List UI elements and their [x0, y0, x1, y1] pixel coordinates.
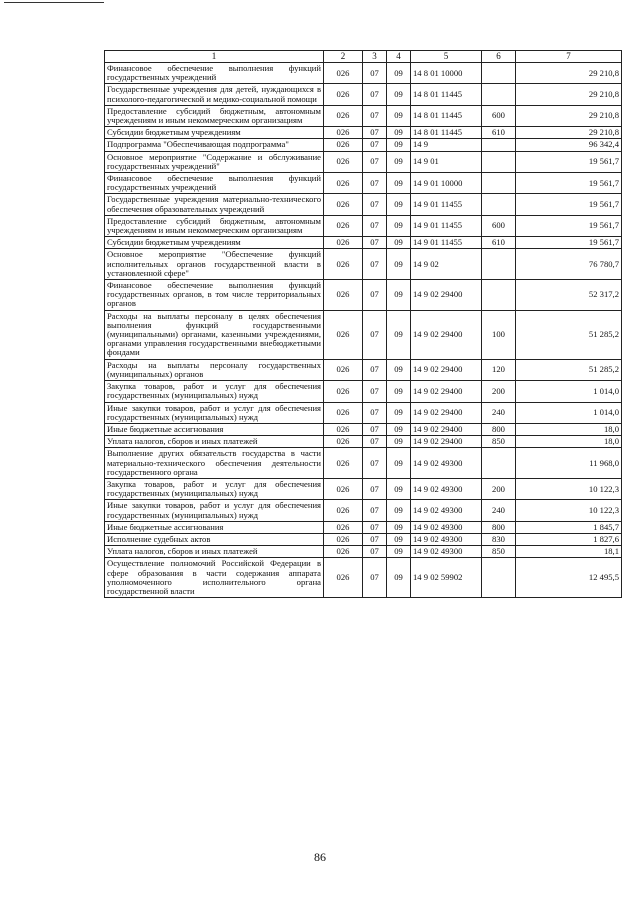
- row-ved-code: 026: [324, 63, 363, 84]
- row-expense-type: 600: [482, 215, 516, 236]
- row-ved-code: 026: [324, 249, 363, 280]
- row-section-code: 07: [363, 280, 387, 311]
- row-name: Подпрограмма "Обеспечивающая подпрограмма": [105, 139, 324, 151]
- row-ved-code: 026: [324, 237, 363, 249]
- table-row: [105, 194, 622, 215]
- row-subsection-code: 09: [387, 436, 411, 448]
- row-section-code: 07: [363, 139, 387, 151]
- row-ved-code: 026: [324, 381, 363, 402]
- row-target-article: 14 9 01 11455: [411, 215, 482, 236]
- row-ved-code: 026: [324, 533, 363, 545]
- row-subsection-code: 09: [387, 546, 411, 558]
- row-expense-type: 830: [482, 533, 516, 545]
- table-row: [105, 105, 622, 126]
- row-amount: 19 561,7: [516, 173, 622, 194]
- header-col-4: 4: [387, 51, 411, 63]
- row-section-code: 07: [363, 500, 387, 521]
- row-amount: 51 285,2: [516, 310, 622, 359]
- row-name: Закупка товаров, работ и услуг для обеспечения государственных (муниципальных) нужд: [105, 381, 324, 402]
- row-ved-code: 026: [324, 423, 363, 435]
- row-subsection-code: 09: [387, 84, 411, 105]
- row-name: Расходы на выплаты персоналу государственных (муниципальных) органов: [105, 359, 324, 380]
- row-expense-type: [482, 151, 516, 172]
- row-amount: 10 122,3: [516, 500, 622, 521]
- row-expense-type: [482, 249, 516, 280]
- table-row: [105, 546, 622, 558]
- row-expense-type: 100: [482, 310, 516, 359]
- row-ved-code: 026: [324, 402, 363, 423]
- row-target-article: 14 9 01: [411, 151, 482, 172]
- row-target-article: 14 9 02 29400: [411, 436, 482, 448]
- row-target-article: 14 9 01 10000: [411, 173, 482, 194]
- row-section-code: 07: [363, 173, 387, 194]
- table-row: [105, 448, 622, 479]
- row-expense-type: 800: [482, 521, 516, 533]
- row-name: Исполнение судебных актов: [105, 533, 324, 545]
- row-amount: 29 210,8: [516, 127, 622, 139]
- row-expense-type: 120: [482, 359, 516, 380]
- row-name: Осуществление полномочий Российской Федерации в сфере образования в части содержания аппарата уполномоченного исполнительного органа государственной власти: [105, 558, 324, 598]
- table-row: [105, 500, 622, 521]
- row-subsection-code: 09: [387, 359, 411, 380]
- row-subsection-code: 09: [387, 448, 411, 479]
- top-rule: [4, 2, 104, 3]
- header-col-7: 7: [516, 51, 622, 63]
- row-amount: 1 827,6: [516, 533, 622, 545]
- table-row: [105, 249, 622, 280]
- row-amount: 76 780,7: [516, 249, 622, 280]
- row-section-code: 07: [363, 359, 387, 380]
- row-subsection-code: 09: [387, 151, 411, 172]
- row-ved-code: 026: [324, 359, 363, 380]
- row-expense-type: 800: [482, 423, 516, 435]
- row-expense-type: [482, 63, 516, 84]
- row-name: Финансовое обеспечение выполнения функций государственных органов, в том числе территориальных органов: [105, 280, 324, 311]
- row-target-article: 14 8 01 11445: [411, 84, 482, 105]
- row-section-code: 07: [363, 558, 387, 598]
- table-row: [105, 310, 622, 359]
- row-subsection-code: 09: [387, 402, 411, 423]
- row-section-code: 07: [363, 546, 387, 558]
- row-name: Субсидии бюджетным учреждениям: [105, 237, 324, 249]
- table-row: [105, 558, 622, 598]
- row-amount: 18,1: [516, 546, 622, 558]
- row-section-code: 07: [363, 151, 387, 172]
- row-name: Закупка товаров, работ и услуг для обеспечения государственных (муниципальных) нужд: [105, 478, 324, 499]
- row-target-article: 14 9 02 29400: [411, 359, 482, 380]
- row-ved-code: 026: [324, 280, 363, 311]
- row-ved-code: 026: [324, 151, 363, 172]
- table-row: [105, 237, 622, 249]
- row-expense-type: 200: [482, 381, 516, 402]
- header-col-3: 3: [363, 51, 387, 63]
- row-expense-type: [482, 280, 516, 311]
- row-section-code: 07: [363, 533, 387, 545]
- row-name: Расходы на выплаты персоналу в целях обеспечения выполнения функций государственными (муниципальными) органами, казенными учреждениями, органами управления государственными внебюджетными фондами: [105, 310, 324, 359]
- page-number: 86: [314, 850, 326, 864]
- row-subsection-code: 09: [387, 381, 411, 402]
- row-amount: 12 495,5: [516, 558, 622, 598]
- table-row: [105, 127, 622, 139]
- row-expense-type: [482, 139, 516, 151]
- row-name: Иные закупки товаров, работ и услуг для обеспечения государственных (муниципальных) нужд: [105, 402, 324, 423]
- row-target-article: 14 8 01 11445: [411, 105, 482, 126]
- row-expense-type: 610: [482, 127, 516, 139]
- row-subsection-code: 09: [387, 194, 411, 215]
- row-section-code: 07: [363, 448, 387, 479]
- row-amount: 29 210,8: [516, 105, 622, 126]
- row-section-code: 07: [363, 194, 387, 215]
- row-expense-type: [482, 84, 516, 105]
- budget-table: [104, 50, 622, 598]
- row-target-article: 14 9 02 49300: [411, 533, 482, 545]
- row-amount: 52 317,2: [516, 280, 622, 311]
- row-amount: 19 561,7: [516, 215, 622, 236]
- row-subsection-code: 09: [387, 139, 411, 151]
- row-amount: 1 014,0: [516, 402, 622, 423]
- row-amount: 18,0: [516, 436, 622, 448]
- row-name: Иные бюджетные ассигнования: [105, 423, 324, 435]
- row-expense-type: [482, 448, 516, 479]
- header-col-5: 5: [411, 51, 482, 63]
- row-expense-type: 850: [482, 546, 516, 558]
- row-amount: 11 968,0: [516, 448, 622, 479]
- row-expense-type: 240: [482, 500, 516, 521]
- row-subsection-code: 09: [387, 63, 411, 84]
- row-ved-code: 026: [324, 84, 363, 105]
- row-ved-code: 026: [324, 310, 363, 359]
- table-row: [105, 533, 622, 545]
- row-name: Финансовое обеспечение выполнения функций государственных учреждений: [105, 173, 324, 194]
- row-section-code: 07: [363, 381, 387, 402]
- row-subsection-code: 09: [387, 478, 411, 499]
- row-section-code: 07: [363, 310, 387, 359]
- row-target-article: 14 9 02 49300: [411, 448, 482, 479]
- row-subsection-code: 09: [387, 249, 411, 280]
- table-header-row: [105, 51, 622, 63]
- row-name: Уплата налогов, сборов и иных платежей: [105, 436, 324, 448]
- row-target-article: 14 9 02 29400: [411, 402, 482, 423]
- row-target-article: 14 9 02 59902: [411, 558, 482, 598]
- row-target-article: 14 8 01 10000: [411, 63, 482, 84]
- row-expense-type: [482, 558, 516, 598]
- table-row: [105, 478, 622, 499]
- row-amount: 29 210,8: [516, 63, 622, 84]
- row-target-article: 14 9 02 49300: [411, 546, 482, 558]
- row-name: Иные бюджетные ассигнования: [105, 521, 324, 533]
- row-amount: 51 285,2: [516, 359, 622, 380]
- row-expense-type: 850: [482, 436, 516, 448]
- row-section-code: 07: [363, 521, 387, 533]
- row-subsection-code: 09: [387, 237, 411, 249]
- row-amount: 19 561,7: [516, 151, 622, 172]
- row-amount: 96 342,4: [516, 139, 622, 151]
- row-ved-code: 026: [324, 478, 363, 499]
- row-section-code: 07: [363, 478, 387, 499]
- row-name: Государственные учреждения для детей, нуждающихся в психолого-педагогической и медико-социальной помощи: [105, 84, 324, 105]
- row-ved-code: 026: [324, 127, 363, 139]
- row-subsection-code: 09: [387, 173, 411, 194]
- row-target-article: 14 9 02 49300: [411, 500, 482, 521]
- row-expense-type: 200: [482, 478, 516, 499]
- row-target-article: 14 9 02 49300: [411, 478, 482, 499]
- row-subsection-code: 09: [387, 105, 411, 126]
- row-expense-type: [482, 173, 516, 194]
- row-ved-code: 026: [324, 436, 363, 448]
- row-ved-code: 026: [324, 139, 363, 151]
- row-section-code: 07: [363, 63, 387, 84]
- row-target-article: 14 9 01 11455: [411, 237, 482, 249]
- row-section-code: 07: [363, 249, 387, 280]
- row-subsection-code: 09: [387, 215, 411, 236]
- row-expense-type: 610: [482, 237, 516, 249]
- row-amount: 1 845,7: [516, 521, 622, 533]
- header-col-2: 2: [324, 51, 363, 63]
- table-row: [105, 381, 622, 402]
- header-col-6: 6: [482, 51, 516, 63]
- row-subsection-code: 09: [387, 521, 411, 533]
- table-row: [105, 173, 622, 194]
- row-subsection-code: 09: [387, 500, 411, 521]
- row-amount: 29 210,8: [516, 84, 622, 105]
- row-amount: 1 014,0: [516, 381, 622, 402]
- row-target-article: 14 9 02: [411, 249, 482, 280]
- row-section-code: 07: [363, 127, 387, 139]
- row-name: Государственные учреждения материально-технического обеспечения образовательных учреждений: [105, 194, 324, 215]
- row-ved-code: 026: [324, 215, 363, 236]
- row-amount: 10 122,3: [516, 478, 622, 499]
- row-target-article: 14 9 02 29400: [411, 310, 482, 359]
- row-target-article: 14 9 02 29400: [411, 423, 482, 435]
- row-ved-code: 026: [324, 448, 363, 479]
- table-row: [105, 436, 622, 448]
- row-name: Уплата налогов, сборов и иных платежей: [105, 546, 324, 558]
- row-section-code: 07: [363, 237, 387, 249]
- row-target-article: 14 9 01 11455: [411, 194, 482, 215]
- row-section-code: 07: [363, 215, 387, 236]
- row-subsection-code: 09: [387, 127, 411, 139]
- row-amount: 19 561,7: [516, 237, 622, 249]
- row-target-article: 14 9 02 29400: [411, 381, 482, 402]
- row-expense-type: 600: [482, 105, 516, 126]
- row-ved-code: 026: [324, 173, 363, 194]
- row-amount: 18,0: [516, 423, 622, 435]
- row-section-code: 07: [363, 402, 387, 423]
- table-row: [105, 359, 622, 380]
- row-subsection-code: 09: [387, 423, 411, 435]
- row-subsection-code: 09: [387, 280, 411, 311]
- row-name: Предоставление субсидий бюджетным, автономным учреждениям и иным некоммерческим организациям: [105, 105, 324, 126]
- row-section-code: 07: [363, 423, 387, 435]
- row-subsection-code: 09: [387, 310, 411, 359]
- row-subsection-code: 09: [387, 558, 411, 598]
- row-name: Основное мероприятие "Содержание и обслуживание государственных учреждений": [105, 151, 324, 172]
- row-ved-code: 026: [324, 194, 363, 215]
- row-target-article: 14 8 01 11445: [411, 127, 482, 139]
- row-name: Основное мероприятие "Обеспечение функций исполнительных органов государственной власти в установленной сфере": [105, 249, 324, 280]
- row-ved-code: 026: [324, 558, 363, 598]
- row-ved-code: 026: [324, 521, 363, 533]
- row-expense-type: [482, 194, 516, 215]
- table-row: [105, 151, 622, 172]
- table-row: [105, 402, 622, 423]
- table-row: [105, 423, 622, 435]
- row-name: Предоставление субсидий бюджетным, автономным учреждениям и иным некоммерческим организациям: [105, 215, 324, 236]
- row-target-article: 14 9 02 29400: [411, 280, 482, 311]
- row-amount: 19 561,7: [516, 194, 622, 215]
- row-section-code: 07: [363, 436, 387, 448]
- row-expense-type: 240: [482, 402, 516, 423]
- row-target-article: 14 9 02 49300: [411, 521, 482, 533]
- row-subsection-code: 09: [387, 533, 411, 545]
- row-ved-code: 026: [324, 105, 363, 126]
- table-row: [105, 280, 622, 311]
- row-ved-code: 026: [324, 546, 363, 558]
- table-row: [105, 521, 622, 533]
- row-name: Финансовое обеспечение выполнения функций государственных учреждений: [105, 63, 324, 84]
- row-name: Иные закупки товаров, работ и услуг для обеспечения государственных (муниципальных) нужд: [105, 500, 324, 521]
- row-section-code: 07: [363, 84, 387, 105]
- header-col-1: 1: [105, 51, 324, 63]
- row-target-article: 14 9: [411, 139, 482, 151]
- row-name: Выполнение других обязательств государства в части материально-технического обеспечения деятельности государственного органа: [105, 448, 324, 479]
- row-name: Субсидии бюджетным учреждениям: [105, 127, 324, 139]
- row-ved-code: 026: [324, 500, 363, 521]
- table-row: [105, 139, 622, 151]
- table-row: [105, 63, 622, 84]
- table-row: [105, 84, 622, 105]
- row-section-code: 07: [363, 105, 387, 126]
- table-row: [105, 215, 622, 236]
